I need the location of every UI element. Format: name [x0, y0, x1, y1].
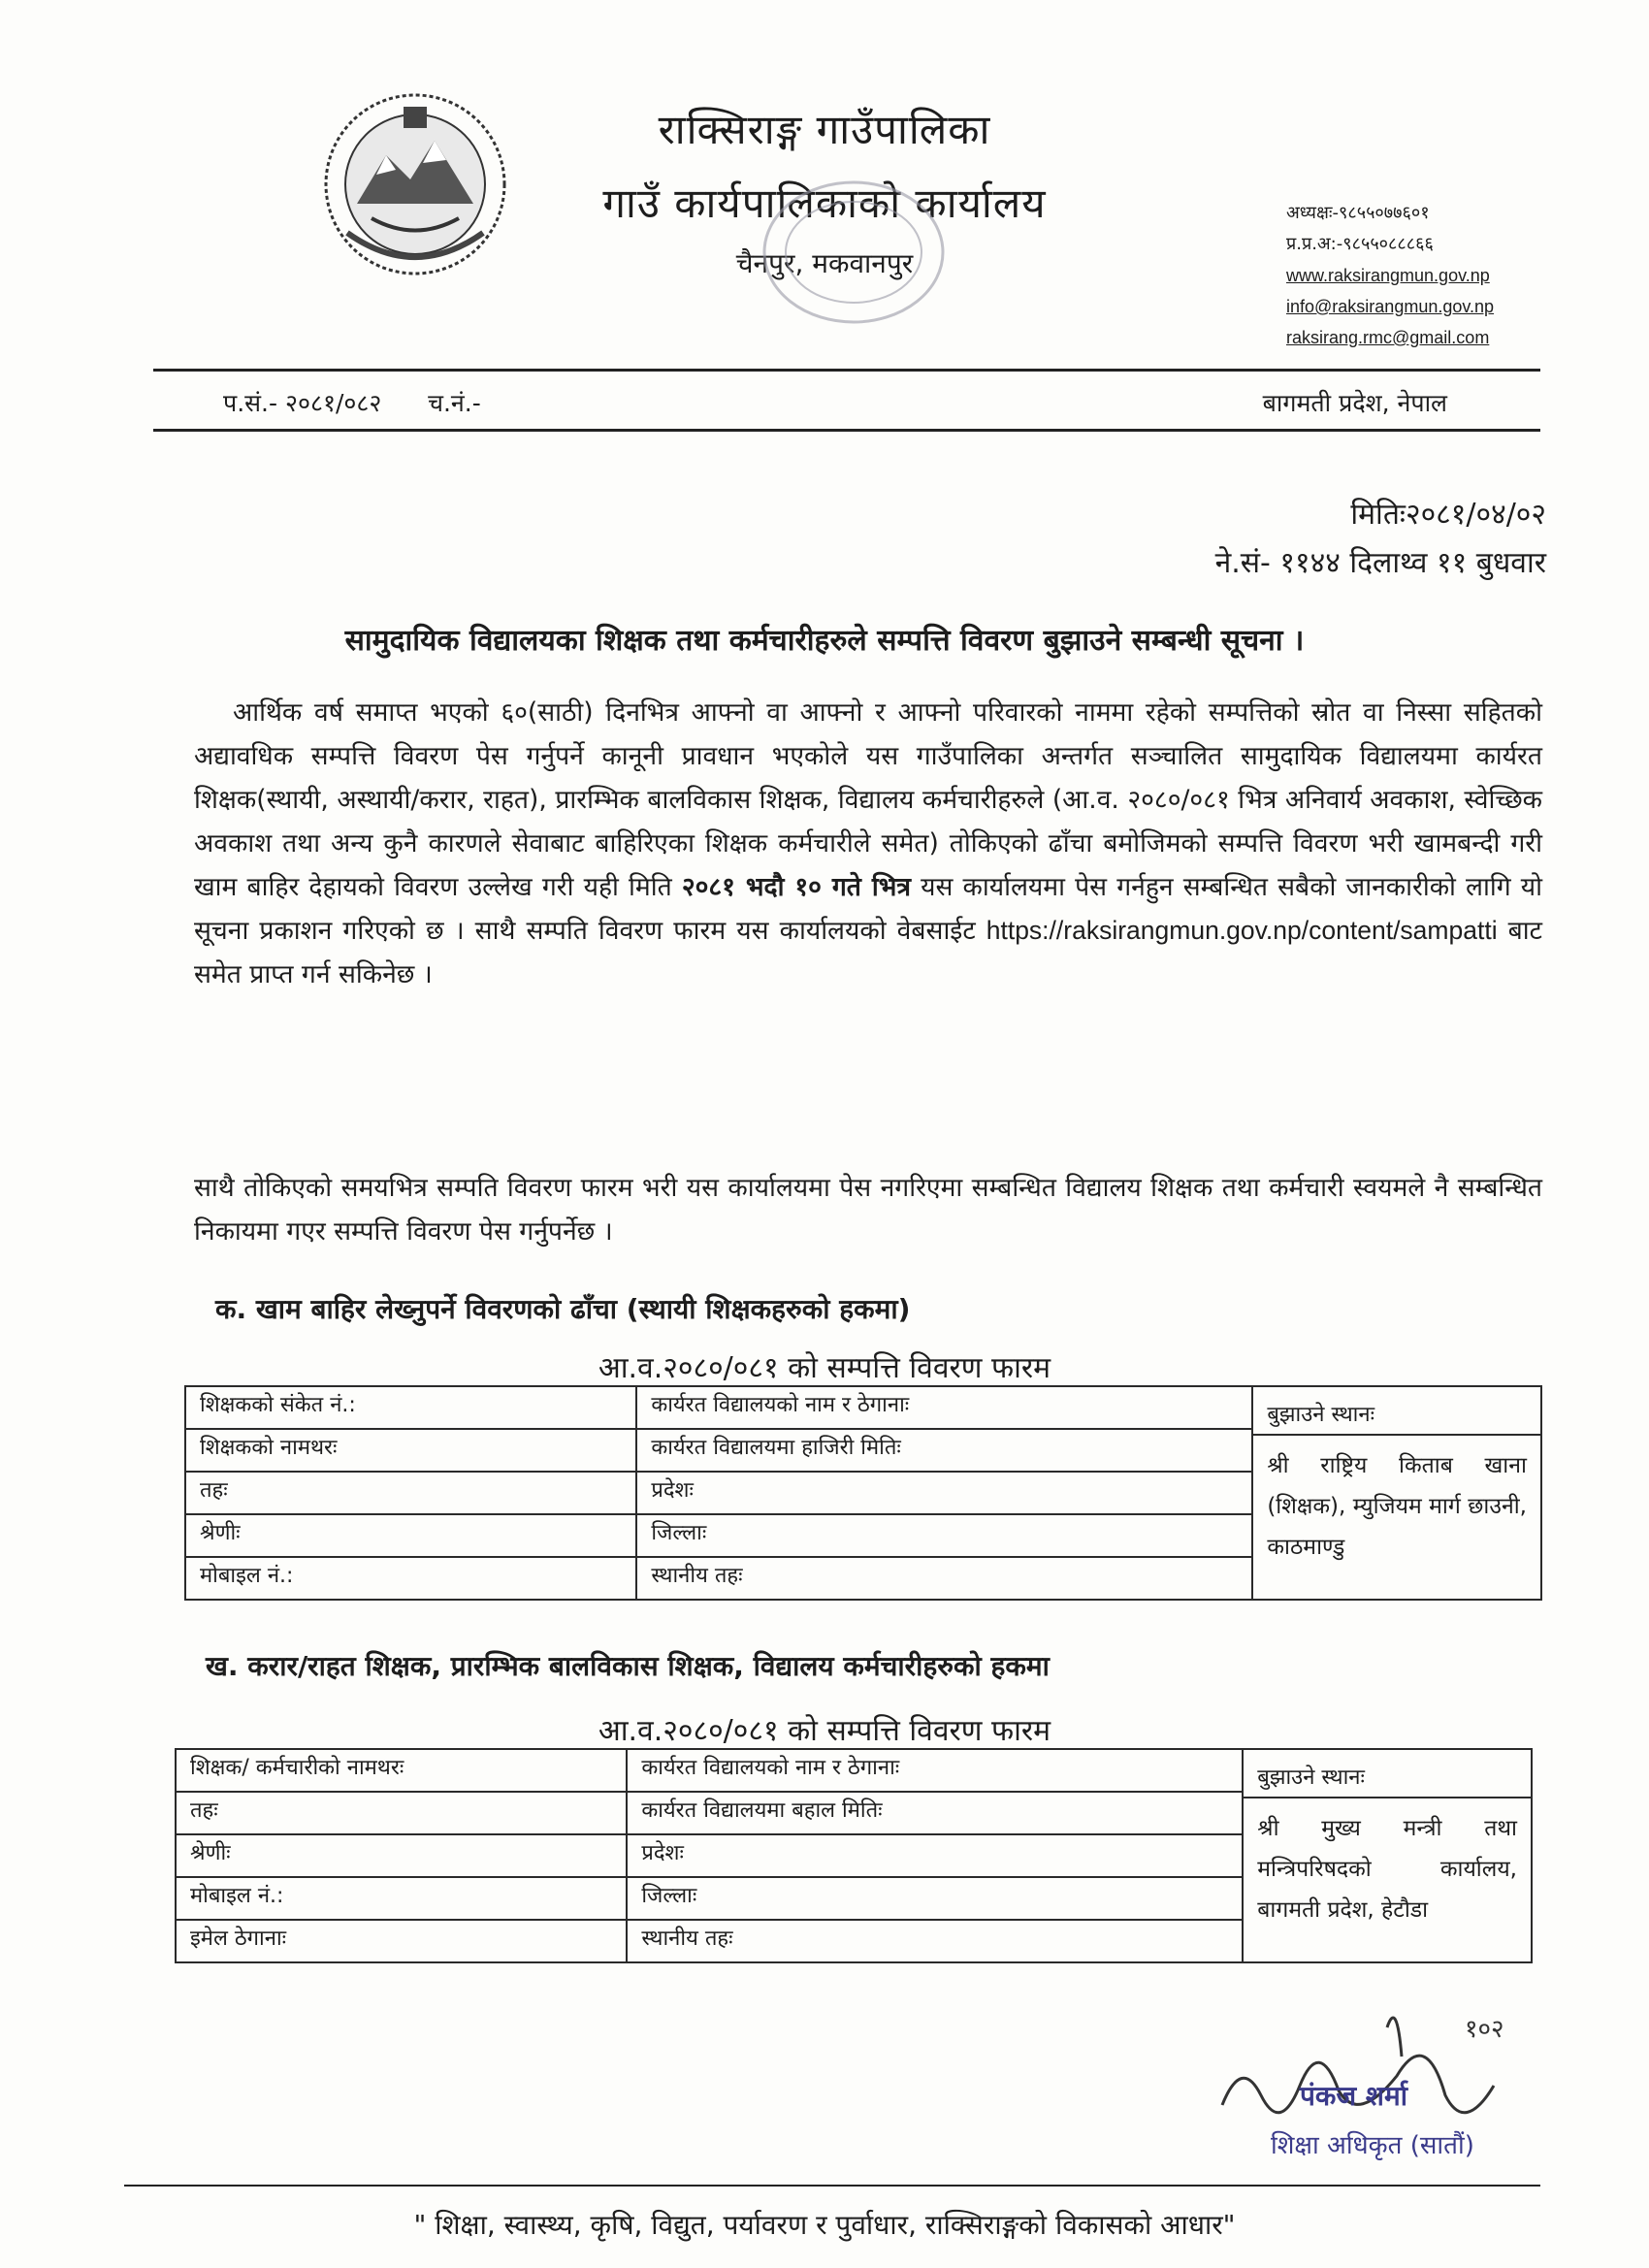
signature-block [1203, 1998, 1552, 2173]
submission-place-value: श्री मुख्य मन्त्री तथा मन्त्रिपरिषदको कार्यालय, बागमती प्रदेश, हेटौडा [1257, 1816, 1517, 1923]
form-cell: प्रदेशः [636, 1472, 1252, 1514]
form-url-link[interactable]: https://raksirangmun.gov.np/content/sampatti [986, 916, 1498, 945]
form-cell: कार्यरत विद्यालयमा हाजिरी मितिः [636, 1429, 1252, 1472]
section-a-form-title: आ.व.२०८०/०८१ को सम्पत्ति विवरण फारम [598, 1351, 1051, 1385]
signatory-name: पंकज शर्मा [1300, 2080, 1407, 2112]
office-name: राक्सिराङ्ग गाउँपालिका [658, 106, 991, 153]
office-subtitle: गाउँ कार्यपालिकाको कार्यालय [602, 179, 1047, 227]
province-name: बागमती प्रदेश, नेपाल [1262, 389, 1447, 417]
table-row [185, 1386, 1541, 1429]
nepal-sambat-date: ने.सं- ११४४ दिलाथ्व ११ बुधवार [1214, 546, 1546, 580]
chair-phone: अध्यक्षः-९८५५०७७६०१ [1286, 203, 1430, 223]
section-b-heading: ख. करार/राहत शिक्षक, प्रारम्भिक बालविकास शिक्षक, विद्यालय कर्मचारीहरुको हकमा [206, 1650, 1050, 1682]
email-link-gmail[interactable]: raksirang.rmc@gmail.com [1286, 328, 1490, 347]
notice-paragraph-1 [194, 691, 1542, 996]
ref-number: प.सं.- २०८१/०८२ [223, 389, 382, 417]
para1-text: आर्थिक वर्ष समाप्त भएको ६०(साठी) दिनभित्र आफ्नो वा आफ्नो र आफ्नो परिवारको नाममा रहेको सम्पत्तिको स्रोत वा निस्सा सहितको अद्यावधिक सम्पत्ति विवरण पेस गर्नुपर्ने कानूनी प्रावधान भएकोले यस गाउँपालिका अन्तर्गत सञ्चालित सामुदायिक विद्यालयमा कार्यरत शिक्षक(स्थायी, अस्थायी/करार, राहत), प्रारम्भिक बालविकास शिक्षक, विद्यालय कर्मचारीहरुले (आ.व. २०८०/०८१ भित्र अनिवार्य अवकाश, स्वेच्छिक अवकाश तथा अन्य कुनै कारणले सेवाबाट बाहिरिएका शिक्षक कर्मचारीले समेत) तोकिएको ढाँचा बमोजिमको सम्पत्ति विवरण भरी खामबन्दी गरी खाम बाहिर देहायको विवरण उल्लेख गरी यही मिति [194, 697, 1542, 902]
footer-rule [124, 2185, 1540, 2187]
form-cell: स्थानीय तहः [627, 1920, 1243, 1962]
submission-place-cell [1252, 1386, 1541, 1600]
form-cell: श्रेणीः [176, 1834, 627, 1877]
reference-left [223, 386, 481, 419]
section-a-form-table [184, 1385, 1542, 1601]
para1c-text: बाट समेत प्राप्त गर्न सकिनेछ । [194, 916, 1542, 989]
notice-paragraph-2: साथै तोकिएको समयभित्र सम्पति विवरण फारम भरी यस कार्यालयमा पेस नगरिएमा सम्बन्धित विद्यालय शिक्षक तथा कर्मचारी स्वयमले नै सम्बन्धित निकायमा गएर सम्पत्ति विवरण पेस गर्नुपर्नेछ । [194, 1173, 1542, 1247]
form-cell: तहः [185, 1472, 636, 1514]
form-cell: मोबाइल नं.: [176, 1877, 627, 1920]
cao-phone: प्र.प्र.अ:-९८५५०८८८६६ [1286, 234, 1434, 254]
form-cell: शिक्षकको नामथरः [185, 1429, 636, 1472]
section-a-heading: क. खाम बाहिर लेख्नुपर्ने विवरणको ढाँचा (स्थायी शिक्षकहरुको हकमा) [215, 1293, 911, 1325]
office-address: चैनपुर, मकवानपुर [735, 247, 914, 279]
form-cell: कार्यरत विद्यालयको नाम र ठेगानाः [636, 1386, 1252, 1429]
contact-block [1286, 198, 1494, 353]
deadline-text: २०८१ भदौ १० गते भित्र [681, 872, 911, 902]
website-link[interactable]: www.raksirangmun.gov.np [1286, 266, 1490, 285]
form-cell: स्थानीय तहः [636, 1557, 1252, 1600]
submission-place-value: श्री राष्ट्रिय किताब खाना (शिक्षक), म्युजियम मार्ग छाउनी, काठमाण्डु [1267, 1453, 1527, 1560]
header-rule-bottom [153, 429, 1540, 432]
form-cell: मोबाइल नं.: [185, 1557, 636, 1600]
table-row [176, 1749, 1532, 1792]
form-cell: शिक्षक/ कर्मचारीको नामथरः [176, 1749, 627, 1792]
signature-date-mark: १०२ [1465, 2015, 1504, 2044]
para1b-text: यस कार्यालयमा पेस गर्नहुन सम्बन्धित सबैको जानकारीको लागि यो सूचना प्रकाशन गरिएको छ । साथै सम्पति विवरण फारम यस कार्यालयको वेबसाईट [194, 872, 1543, 946]
notice-subject: सामुदायिक विद्यालयका शिक्षक तथा कर्मचारीहरुले सम्पत्ति विवरण बुझाउने सम्बन्धी सूचना । [344, 624, 1305, 658]
dispatch-number: च.नं.- [428, 389, 481, 417]
form-cell: शिक्षकको संकेत नं.: [185, 1386, 636, 1429]
section-b-form-table [175, 1748, 1533, 1963]
office-stamp [757, 175, 951, 330]
form-cell: तहः [176, 1792, 627, 1834]
form-cell: जिल्लाः [636, 1514, 1252, 1557]
form-cell: जिल्लाः [627, 1877, 1243, 1920]
footer-motto: " शिक्षा, स्वास्थ्य, कृषि, विद्युत, पर्यावरण र पुर्वाधार, राक्सिराङ्गको विकासको आधार" [413, 2209, 1236, 2241]
submission-place-label: बुझाउने स्थानः [1253, 1389, 1540, 1436]
signatory-designation: शिक्षा अधिकृत (सातौं) [1271, 2131, 1474, 2160]
form-cell: कार्यरत विद्यालयको नाम र ठेगानाः [627, 1749, 1243, 1792]
form-cell: कार्यरत विद्यालयमा बहाल मितिः [627, 1792, 1243, 1834]
submission-place-cell [1243, 1749, 1532, 1962]
form-cell: प्रदेशः [627, 1834, 1243, 1877]
form-cell: श्रेणीः [185, 1514, 636, 1557]
letter-date: मितिः२०८१/०४/०२ [1350, 498, 1546, 532]
section-b-form-title: आ.व.२०८०/०८१ को सम्पत्ति विवरण फारम [598, 1714, 1051, 1748]
submission-place-label: बुझाउने स्थानः [1244, 1752, 1531, 1798]
email-link-info[interactable]: info@raksirangmun.gov.np [1286, 297, 1495, 316]
form-cell: इमेल ठेगानाः [176, 1920, 627, 1962]
header-rule-top [153, 369, 1540, 372]
